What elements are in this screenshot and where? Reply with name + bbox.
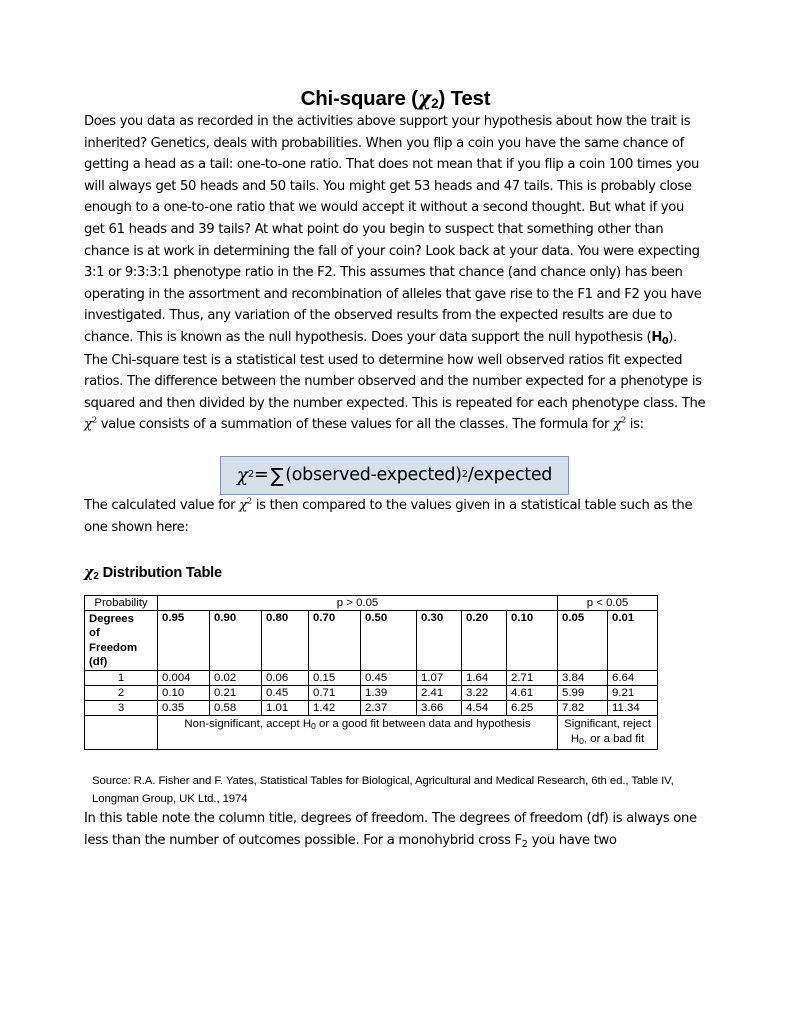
cell-r2-c5: 3.66 (417, 700, 462, 715)
chi-subscript: 2 (431, 96, 439, 111)
definition-text-b: value consists of a summation of these values for all the classes. The formula for (96, 417, 614, 433)
cell-r0-c8: 3.84 (558, 670, 608, 685)
cell-r1-c1: 0.21 (210, 685, 262, 700)
calculated-text-b: is then compared to the values given in a statistical table such as the one shown here: (84, 497, 693, 535)
footer-note-right-b: , or a bad fit (583, 733, 645, 746)
heading-rest: Distribution Table (98, 565, 222, 582)
group-header-p-less: p < 0.05 (558, 596, 658, 611)
cell-r1-c0: 0.10 (158, 685, 210, 700)
column-header-0-95: 0.95 (158, 611, 210, 671)
cell-r1-c6: 3.22 (462, 685, 507, 700)
formula-tail: /expected (467, 465, 553, 486)
cell-r2-c4: 2.37 (361, 700, 417, 715)
cell-r2-c3: 1.42 (309, 700, 361, 715)
cell-r1-c7: 4.61 (507, 685, 558, 700)
cell-r2-c0: 0.35 (158, 700, 210, 715)
chi-glyph: χ (84, 564, 94, 582)
chi-exponent: 2 (91, 414, 97, 425)
column-header-0-30: 0.30 (417, 611, 462, 671)
cell-r0-c5: 1.07 (417, 670, 462, 685)
dof-text-a: In this table note the column title, degrees of freedom. The degrees of freedom (df) is always one less than the number of outcomes possible. For a monohybrid cross F (84, 810, 697, 848)
paragraph-chisquare-definition (84, 350, 707, 436)
column-header-0-80: 0.80 (262, 611, 309, 671)
page-title-suffix: ) Test (438, 87, 491, 110)
df-value: 2 (85, 685, 158, 700)
footer-note-significant (558, 715, 658, 749)
cell-r1-c4: 1.39 (361, 685, 417, 700)
table-source-citation: Source: R.A. Fisher and F. Yates, Statistical Tables for Biological, Agricultural and Medical Research, 6th ed., Table IV, Longman Group, UK Ltd., 1974 (92, 774, 674, 805)
cell-r1-c9: 9.21 (608, 685, 658, 700)
probability-label-cell: Probability (85, 596, 158, 611)
df-header-line-3: Freedom (89, 641, 138, 654)
chi-square-distribution-table (84, 595, 658, 750)
column-header-0-20: 0.20 (462, 611, 507, 671)
formula-container (84, 456, 707, 495)
df-header-line-4: (df) (89, 655, 108, 668)
chi-exponent: 2 (620, 414, 626, 425)
paragraph-calculated-value (84, 495, 707, 538)
column-header-0-10: 0.10 (507, 611, 558, 671)
cell-r2-c7: 6.25 (507, 700, 558, 715)
formula-equals: = (253, 465, 269, 486)
table-row (85, 685, 658, 700)
paragraph-intro (84, 111, 707, 350)
formula-chi-glyph: χ (236, 464, 248, 486)
column-header-0-05: 0.05 (558, 611, 608, 671)
definition-text-a: The Chi-square test is a statistical test used to determine how well observed ratios fit expected ratios. The difference between the number observed and the number expected for a phenotype is squared and then divided by the number expected. This is repeated for each phenotype class. The (84, 352, 706, 411)
distribution-table-heading (84, 538, 707, 581)
cell-r2-c9: 11.34 (608, 700, 658, 715)
summation-icon: ∑ (270, 463, 284, 487)
table-row-footer-notes (85, 715, 658, 749)
column-header-0-90: 0.90 (210, 611, 262, 671)
definition-text-c: is: (625, 417, 644, 433)
df-value: 1 (85, 670, 158, 685)
chi-glyph: χ (239, 497, 247, 513)
chi-square-formula-box: χ 2 = ∑ (observed-expected) 2 /expected (220, 456, 569, 495)
paragraph-intro-tail: ). (668, 329, 677, 345)
footer-note-right-a: Significant, reject H (564, 717, 651, 746)
df-header-line-2: of (89, 627, 100, 640)
null-hypothesis-subscript: 0 (662, 335, 669, 347)
footer-note-left-a: Non-significant, accept H (184, 717, 312, 730)
chi-glyph: χ (417, 86, 432, 110)
dof-text-b: you have two (527, 832, 617, 848)
chi-subscript: 2 (93, 571, 99, 583)
cell-r1-c5: 2.41 (417, 685, 462, 700)
cell-r0-c9: 6.64 (608, 670, 658, 685)
f2-subscript: 2 (521, 838, 528, 850)
cell-r0-c0: 0.004 (158, 670, 210, 685)
df-value: 3 (85, 700, 158, 715)
footer-blank-cell (85, 715, 158, 749)
table-row (85, 700, 658, 715)
cell-r2-c6: 4.54 (462, 700, 507, 715)
cell-r2-c2: 1.01 (262, 700, 309, 715)
cell-r1-c3: 0.71 (309, 685, 361, 700)
chi-glyph: χ (84, 417, 92, 433)
table-row-column-headers (85, 611, 658, 671)
footer-note-right-sub: 0 (579, 736, 584, 747)
footer-note-left-b: or a good fit between data and hypothesis (315, 717, 531, 730)
formula-body: (observed-expected) (285, 465, 462, 486)
chi-exponent: 2 (246, 495, 252, 506)
column-header-0-70: 0.70 (309, 611, 361, 671)
chi-squared-inline-2 (613, 414, 626, 433)
group-header-p-greater: p > 0.05 (158, 596, 558, 611)
footer-note-left-sub: 0 (311, 720, 316, 731)
chi-glyph: χ (613, 417, 621, 433)
df-header-cell (85, 611, 158, 671)
cell-r2-c1: 0.58 (210, 700, 262, 715)
paragraph-degrees-of-freedom (84, 808, 707, 852)
cell-r0-c7: 2.71 (507, 670, 558, 685)
calculated-text-a: The calculated value for (84, 497, 240, 513)
cell-r1-c2: 0.45 (262, 685, 309, 700)
column-header-0-50: 0.50 (361, 611, 417, 671)
distribution-table-container (84, 595, 707, 750)
page-title-prefix: Chi-square ( (300, 87, 418, 110)
table-row-probability (85, 596, 658, 611)
cell-r0-c1: 0.02 (210, 670, 262, 685)
cell-r2-c8: 7.82 (558, 700, 608, 715)
column-header-0-01: 0.01 (608, 611, 658, 671)
cell-r0-c4: 0.45 (361, 670, 417, 685)
chi-squared-inline-3 (239, 495, 252, 513)
cell-r1-c8: 5.99 (558, 685, 608, 700)
df-header-line-1: Degrees (89, 613, 134, 626)
paragraph-intro-text: Does you data as recorded in the activities above support your hypothesis about how the trait is inherited? Genetics, deals with probabilities. When you flip a coin you have the same chance of getting a head as a tail: one-to-one ratio. That does not mean that if you flip a coin 100 times you will always get 50 heads and 50 tails. You might get 53 heads and 47 tails. This is probably close enough to a one-to-one ratio that we would accept it without a second thought. But what if you get 61 heads and 39 tails? At what point do you begin to suspect that something other than chance is at work in determining the fall of your coin? Look back at your data. You were expecting 3:1 or 9:3:3:1 phenotype ratio in the F2. This assumes that chance (and chance only) has been operating in the assortment and recombination of alleles that gave rise to the F1 and F2 you have investigated. Thus, any variation of the observed results from the expected results are due to chance. This is known as the null hypothesis. Does your data support the null hypothesis ( (84, 114, 702, 345)
cell-r0-c3: 0.15 (309, 670, 361, 685)
footer-note-non-significant (158, 715, 558, 749)
cell-r0-c2: 0.06 (262, 670, 309, 685)
page-title (84, 0, 707, 111)
null-hypothesis-symbol: H (651, 329, 663, 345)
cell-r0-c6: 1.64 (462, 670, 507, 685)
table-row (85, 670, 658, 685)
chi-squared-inline-1 (84, 414, 97, 433)
